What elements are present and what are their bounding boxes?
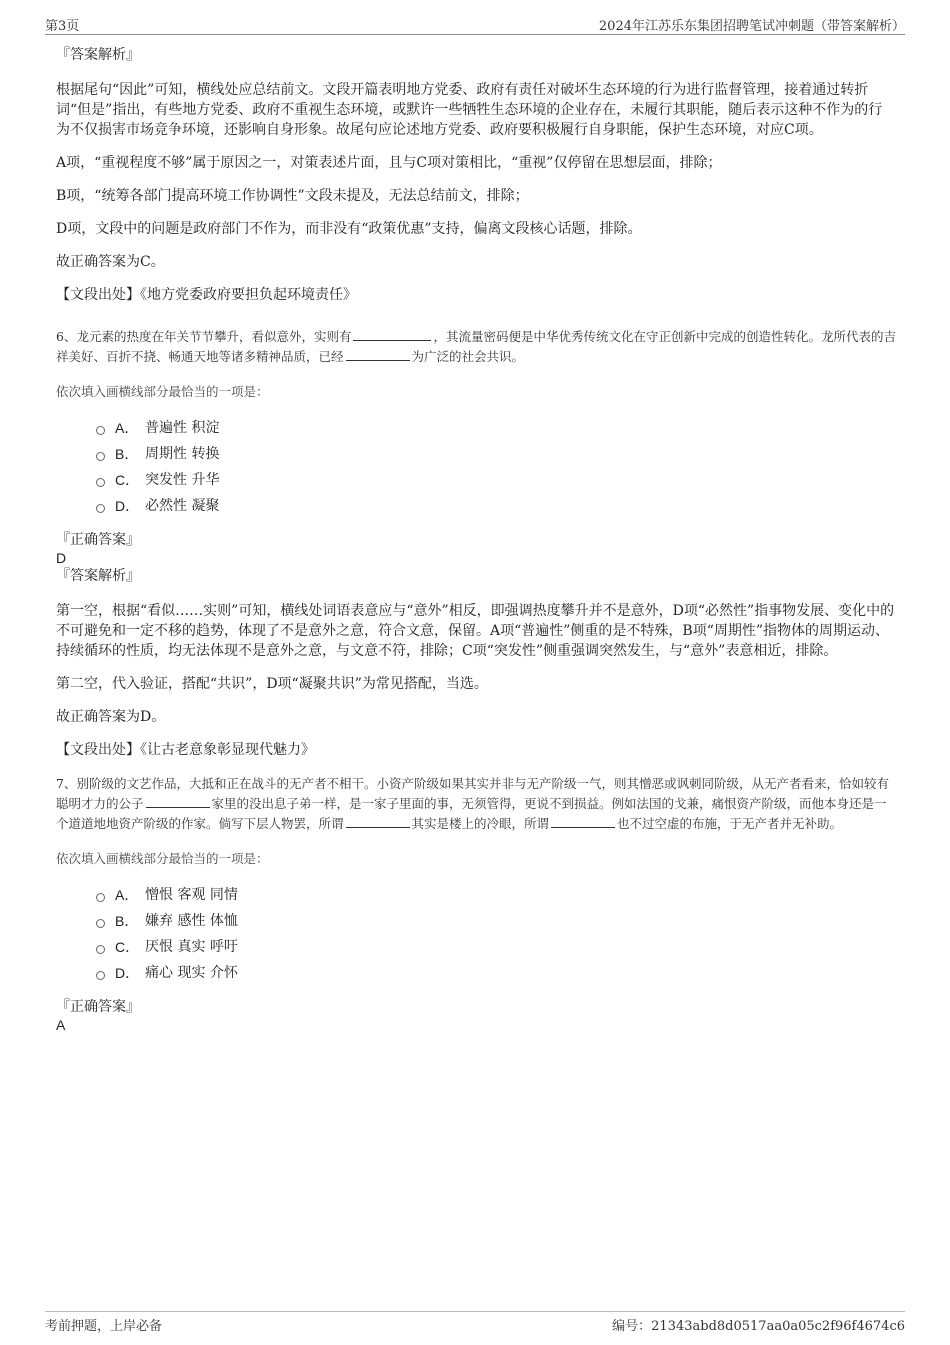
analysis-tag: 『答案解析』 (56, 47, 140, 63)
radio-icon[interactable] (96, 426, 105, 435)
blank-1 (146, 795, 210, 808)
blank-3 (551, 815, 615, 828)
option-letter: C． (115, 472, 140, 488)
question-6-text-c: 为广泛的社会共识。 (411, 349, 525, 364)
option-letter: A． (115, 887, 139, 903)
option-letter: B． (115, 913, 139, 929)
option-letter: A． (115, 420, 139, 436)
question-6-options (96, 419, 896, 523)
question-7-text-b: 家里的没出息子弟一样，是一家子里面的事，无须管得，更说不到损益。例如法国的戈兼，痛恨资产阶级，而他本身还是一个道道地地资产阶级的作家。倘写下层人物罢，所谓 (56, 796, 887, 831)
radio-icon[interactable] (96, 919, 105, 928)
correct-answer: D (56, 550, 67, 566)
document-title: 2024年江苏乐东集团招聘笔试冲刺题（带答案解析） (598, 19, 905, 34)
option-letter: B． (115, 446, 139, 462)
option-text: 突发性 升华 (145, 472, 220, 488)
radio-icon[interactable] (96, 971, 105, 980)
radio-icon[interactable] (96, 478, 105, 487)
blank-2 (346, 815, 410, 828)
analysis-paragraph: 根据尾句“因此”可知，横线处应总结前文。文段开篇表明地方党委、政府有责任对破坏生态环境的行为进行监督管理，接着通过转折词“但是”指出，有些地方党委、政府不重视生态环境，或默许一些牺牲生态环境的企业存在，未履行其职能，随后表示这种不作为的行为不仅损害市场竞争环境，还影响自身形象。故尾句应论述地方党委、政府要积极履行自身职能，保护生态环境，对应C项。 (56, 82, 883, 138)
option-b[interactable] (96, 445, 896, 471)
question-7-text-a: 7、别阶级的文艺作品，大抵和正在战斗的无产者不相干。小资产阶级如果其实并非与无产阶级一气，则其憎恶或讽刺同阶级，从无产者看来，恰如较有聪明才力的公子 (56, 776, 889, 811)
page-header (45, 14, 905, 35)
option-letter: D． (115, 965, 140, 981)
option-text: 厌恨 真实 呼吁 (145, 939, 238, 955)
option-c[interactable] (96, 471, 896, 497)
document-id: 编号：21343abd8d0517aa0a05c2f96f4674c6 (612, 1319, 905, 1334)
option-letter: D． (115, 498, 140, 514)
answer-tag: 『正确答案』 (56, 999, 140, 1015)
option-letter: C． (115, 939, 140, 955)
analysis-paragraph-1: 第一空，根据“看似……实则”可知，横线处词语表意应与“意外”相反，即强调热度攀升并不是意外，D项“必然性”指事物发展、变化中的不可避免和一定不移的趋势，体现了不是意外之意，符合文意，保留。A项“普遍性”侧重的是不特殊，B项“周期性”指物体的周期运动、持续循环的性质，均无法体现不是意外之意，与文意不符，排除；C项“突发性”侧重强调突然发生，与“意外”表意相近，排除。 (56, 603, 895, 659)
question-7-options (96, 886, 896, 990)
footer-slogan: 考前押题，上岸必备 (45, 1319, 163, 1334)
option-text: 痛心 现实 介怀 (145, 965, 238, 981)
question-7-text-c: 其实是楼上的冷眼，所谓 (411, 816, 550, 831)
analysis-point-a: A项，“重视程度不够”属于原因之一，对策表述片面，且与C项对策相比，“重视”仅停留在思想层面，排除； (56, 155, 722, 171)
correct-answer: A (56, 1017, 66, 1033)
option-b[interactable] (96, 912, 896, 938)
source-citation: 【文段出处】《地方党委政府要担负起环境责任》 (56, 287, 357, 303)
page-footer (45, 1311, 905, 1334)
question-7-prompt: 依次填入画横线部分最恰当的一项是： (56, 851, 269, 866)
radio-icon[interactable] (96, 504, 105, 513)
option-a[interactable] (96, 419, 896, 445)
option-c[interactable] (96, 938, 896, 964)
document-body (56, 46, 896, 1040)
answer-tag: 『正确答案』 (56, 532, 140, 548)
radio-icon[interactable] (96, 945, 105, 954)
analysis-point-d: D项，文段中的问题是政府部门不作为，而非没有“政策优惠”支持，偏离文段核心话题，排除。 (56, 221, 642, 237)
source-citation: 【文段出处】《让古老意象彰显现代魅力》 (56, 742, 315, 758)
radio-icon[interactable] (96, 452, 105, 461)
option-text: 嫌弃 感性 体恤 (145, 913, 238, 929)
question-6-text-a: 6、龙元素的热度在年关节节攀升，看似意外，实则有 (56, 329, 352, 344)
option-a[interactable] (96, 886, 896, 912)
analysis-paragraph-2: 第二空，代入验证，搭配“共识”，D项“凝聚共识”为常见搭配，当选。 (56, 676, 488, 692)
option-text: 周期性 转换 (145, 446, 220, 462)
question-7 (56, 774, 896, 834)
blank-1 (353, 328, 431, 341)
conclusion: 故正确答案为C。 (56, 254, 165, 270)
blank-2 (346, 348, 410, 361)
analysis-tag: 『答案解析』 (56, 568, 140, 584)
option-d[interactable] (96, 497, 896, 523)
option-d[interactable] (96, 964, 896, 990)
question-7-text-d: 也不过空虚的布施，于无产者并无补助。 (617, 816, 843, 831)
analysis-point-b: B项，“统筹各部门提高环境工作协调性”文段未提及，无法总结前文，排除； (56, 188, 529, 204)
option-text: 普遍性 积淀 (145, 420, 220, 436)
question-6-text-b: ，其流量密码便是中华优秀传统文化在守正创新中完成的创造性转化。龙所代表的吉祥美好、百折不挠、畅通天地等诸多精神品质，已经 (56, 329, 896, 364)
conclusion: 故正确答案为D。 (56, 709, 166, 725)
radio-icon[interactable] (96, 893, 105, 902)
option-text: 必然性 凝聚 (145, 498, 220, 514)
question-6 (56, 327, 896, 367)
option-text: 憎恨 客观 同情 (145, 887, 238, 903)
page-number: 第3页 (45, 19, 80, 34)
question-6-prompt: 依次填入画横线部分最恰当的一项是： (56, 384, 269, 399)
